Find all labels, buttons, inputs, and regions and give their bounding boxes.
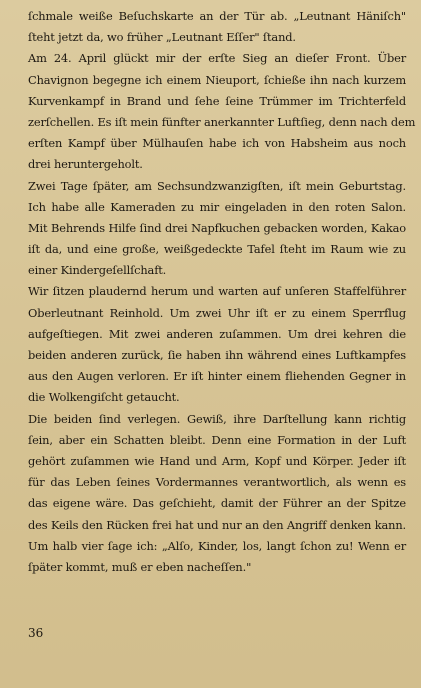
text-line: Ich habe alle Kameraden zu mir eingeladen in den roten Salon. (28, 199, 406, 214)
text-line: beiden anderen zurück, ſie haben ihn während eines Luftkampfes (28, 348, 406, 362)
text-line: ſein, aber ein Schatten bleibt. Denn eine Formation in der Luft (28, 432, 406, 447)
text-line: drei heruntergeholt. (28, 157, 143, 172)
paragraph (28, 48, 416, 175)
text-line: aus den Augen verloren. Er iſt hinter einem fliehenden Gegner in (28, 369, 406, 384)
text-line: des Keils den Rücken frei hat und nur an den Angriff denken kann. (28, 517, 406, 532)
text-line: ſteht jetzt da, wo früher „Leutnant Eſſer" ſtand. (28, 30, 296, 45)
text-line: erſten Kampf über Mülhauſen habe ich von Habsheim aus noch (28, 136, 406, 151)
text-line: ſpäter kommt, muß er eben nacheſſen." (28, 559, 252, 574)
text-line: Am 24. April glückt mir der erſte Sieg an dieſer Front. Über (28, 51, 406, 66)
text-line: die Wolkengiſcht getaucht. (28, 390, 180, 405)
text-line: iſt da, und eine große, weißgedeckte Tafel ſteht im Raum wie zu (28, 242, 406, 257)
text-line: Chavignon begegne ich einem Nieuport, ſchieße ihn nach kurzem (28, 72, 406, 87)
text-line: Mit Behrends Hilfe ſind drei Napfkuchen gebacken worden, Kakao (28, 220, 406, 235)
text-line: das eigene wäre. Das geſchieht, damit der Führer an der Spitze (28, 496, 406, 511)
text-line: für das Leben ſeines Vordermannes verantwortlich, als wenn es (28, 475, 406, 490)
body-text (28, 6, 416, 578)
text-line: Kurvenkampf in Brand und ſehe ſeine Trümmer im Trichterfeld (28, 93, 406, 108)
text-line: aufgeſtiegen. Mit zwei anderen zuſammen. Um drei kehren die (28, 326, 406, 341)
text-line: ſchmale weiße Beſuchskarte an der Tür ab. „Leutnant Häniſch" (28, 9, 406, 23)
text-line: Die beiden ſind verlegen. Gewiß, ihre Darſtellung kann richtig (28, 411, 406, 426)
paragraph (28, 176, 406, 282)
paragraph (28, 281, 406, 408)
paragraph (28, 409, 406, 579)
text-line: Zwei Tage ſpäter, am Sechsundzwanzigſten, iſt mein Geburtstag. (28, 178, 406, 193)
text-line: Um halb vier ſage ich: „Alſo, Kinder, los, langt ſchon zu! Wenn er (28, 538, 406, 553)
text-line: Oberleutnant Reinhold. Um zwei Uhr iſt er zu einem Sperrflug (28, 305, 406, 320)
text-line: zerſchellen. Es iſt mein fünfter anerkannter Luftſieg, denn nach dem (28, 114, 416, 129)
paragraph (28, 6, 406, 48)
page-number: 36 (28, 626, 44, 640)
text-line: gehört zuſammen wie Hand und Arm, Kopf und Körper. Jeder iſt (28, 453, 406, 468)
text-line: Wir ſitzen plaudernd herum und warten auf unſeren Staffelführer (28, 284, 406, 299)
text-line: einer Kindergeſellſchaft. (28, 263, 167, 278)
